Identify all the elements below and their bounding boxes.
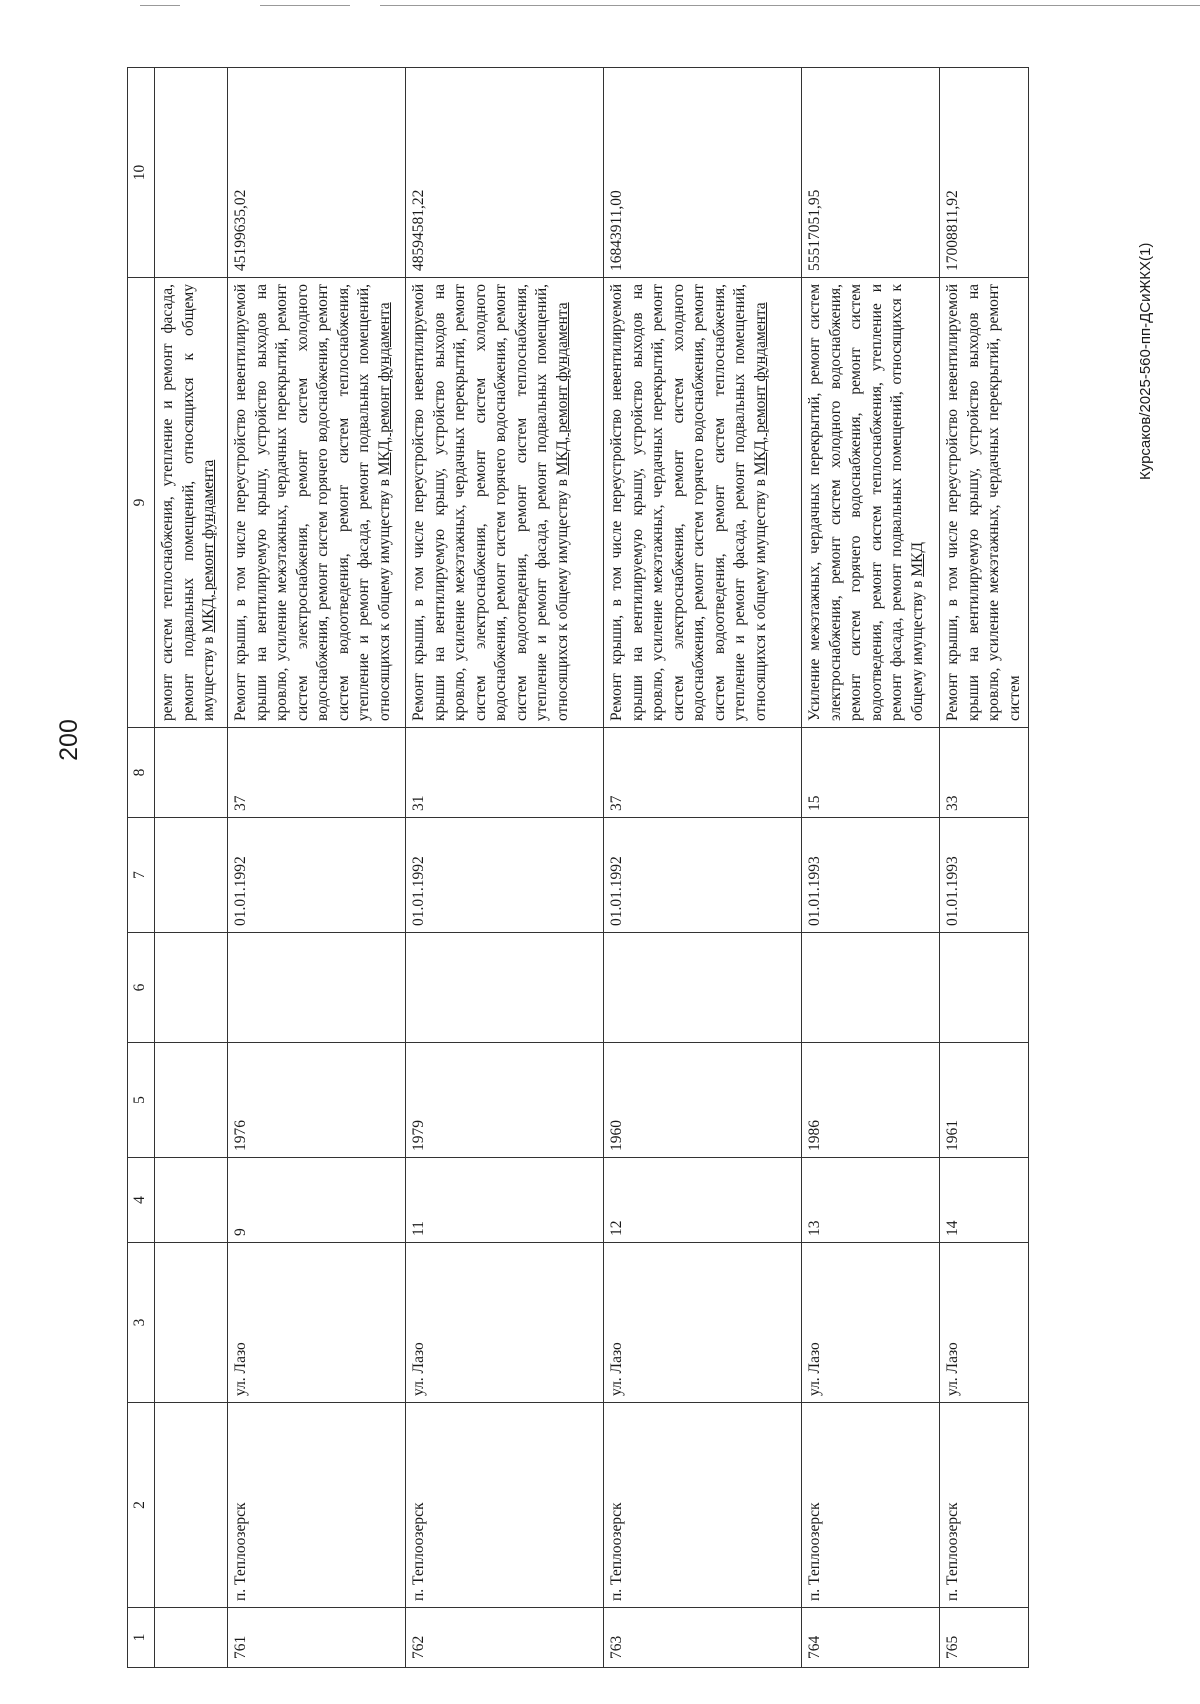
- row-number: 765: [940, 1608, 1029, 1668]
- date: 01.01.1993: [940, 818, 1029, 933]
- date: 01.01.1992: [406, 818, 604, 933]
- settlement: п. Теплоозерск: [802, 1403, 940, 1608]
- street: ул. Лазо: [406, 1243, 604, 1403]
- house-number: 11: [406, 1158, 604, 1243]
- house-number: 13: [802, 1158, 940, 1243]
- cost: 48594581,22: [406, 68, 604, 278]
- count: 31: [406, 728, 604, 818]
- table-row: [406, 68, 604, 1668]
- register-table: [127, 67, 1029, 1668]
- works-description: Усиление межэтажных, чердачных перекрытий, ремонт систем электроснабжения, ремонт систем холодного водоснабжения, ремонт систем горячего водоснабжения, ремонт систем водоотведения, ремонт систем теплоснабжения, утепление и ремонт фасада, ремонт подвальных помещений, относящихся к общему имуществу в МКД: [802, 278, 940, 728]
- table-row: [802, 68, 940, 1668]
- date: 01.01.1993: [802, 818, 940, 933]
- table-row: [228, 68, 406, 1668]
- settlement: п. Теплоозерск: [406, 1403, 604, 1608]
- cost: 45199635,02: [228, 68, 406, 278]
- table-row: [604, 68, 802, 1668]
- works-description: Ремонт крыши, в том числе переустройство невентилируемой крыши на вентилируемую крышу, устройство выходов на кровлю, усиление межэтажных, чердачных перекрытий, ремонт систем электроснабжения, ремонт систем холодного водоснабжения, ремонт систем горячего водоснабжения, ремонт систем водоотведения, ремонт систем теплоснабжения, утепление и ремонт фасада, ремонт подвальных помещений, относящихся к общему имуществу в МКД, ремонт фундамента: [228, 278, 406, 728]
- header-row: [128, 68, 155, 1668]
- document-code: Курсаков/2025-560-пп-ДСиЖКХ(1): [1137, 242, 1154, 480]
- works-description: Ремонт крыши, в том числе переустройство невентилируемой крыши на вентилируемую крышу, устройство выходов на кровлю, усиление межэтажных, чердачных перекрытий, ремонт систем электроснабжения, ремонт систем холодного водоснабжения, ремонт систем горячего водоснабжения, ремонт систем водоотведения, ремонт систем теплоснабжения, утепление и ремонт фасада, ремонт подвальных помещений, относящихся к общему имуществу в МКД, ремонт фундамента: [406, 278, 604, 728]
- year-built: 1961: [940, 1043, 1029, 1158]
- row-number: 762: [406, 1608, 604, 1668]
- col-header-5: 5: [128, 1043, 155, 1158]
- date: 01.01.1992: [228, 818, 406, 933]
- col-header-1: 1: [128, 1608, 155, 1668]
- works-description: Ремонт крыши, в том числе переустройство невентилируемой крыши на вентилируемую крышу, устройство выходов на кровлю, усиление межэтажных, чердачных перекрытий, ремонт систем: [940, 278, 1029, 728]
- house-number: 9: [228, 1158, 406, 1243]
- col-header-6: 6: [128, 933, 155, 1043]
- col6-value: [802, 933, 940, 1043]
- col-header-7: 7: [128, 818, 155, 933]
- cost: 17008811,92: [940, 68, 1029, 278]
- row-number: 763: [604, 1608, 802, 1668]
- col6-value: [940, 933, 1029, 1043]
- row-number: 764: [802, 1608, 940, 1668]
- col-header-10: 10: [128, 68, 155, 278]
- street: ул. Лазо: [604, 1243, 802, 1403]
- col6-value: [228, 933, 406, 1043]
- year-built: 1960: [604, 1043, 802, 1158]
- count: 37: [604, 728, 802, 818]
- year-built: 1976: [228, 1043, 406, 1158]
- house-number: 12: [604, 1158, 802, 1243]
- scan-rule-right: [380, 5, 1200, 6]
- street: ул. Лазо: [940, 1243, 1029, 1403]
- row-number: 761: [228, 1608, 406, 1668]
- register-table-rotated: [127, 68, 1047, 1668]
- col-header-3: 3: [128, 1243, 155, 1403]
- page-number: 200: [55, 719, 83, 761]
- count: 15: [802, 728, 940, 818]
- col6-value: [406, 933, 604, 1043]
- continuation-works: ремонт систем теплоснабжения, утепление и ремонт фасада, ремонт подвальных помещений, относящихся к общему имуществу в МКД, ремонт фундамента: [155, 278, 228, 728]
- settlement: п. Теплоозерск: [604, 1403, 802, 1608]
- settlement: п. Теплоозерск: [940, 1403, 1029, 1608]
- settlement: п. Теплоозерск: [228, 1403, 406, 1608]
- year-built: 1979: [406, 1043, 604, 1158]
- continuation-row: [155, 68, 228, 1668]
- street: ул. Лазо: [228, 1243, 406, 1403]
- col-header-2: 2: [128, 1403, 155, 1608]
- works-description: Ремонт крыши, в том числе переустройство невентилируемой крыши на вентилируемую крышу, устройство выходов на кровлю, усиление межэтажных, чердачных перекрытий, ремонт систем электроснабжения, ремонт систем холодного водоснабжения, ремонт систем горячего водоснабжения, ремонт систем водоотведения, ремонт систем теплоснабжения, утепление и ремонт фасада, ремонт подвальных помещений, относящихся к общему имуществу в МКД, ремонт фундамента: [604, 278, 802, 728]
- scan-rule-mid: [260, 5, 350, 6]
- house-number: 14: [940, 1158, 1029, 1243]
- scan-rule-left: [140, 5, 180, 6]
- cost: 16843911,00: [604, 68, 802, 278]
- date: 01.01.1992: [604, 818, 802, 933]
- cost: 55517051,95: [802, 68, 940, 278]
- count: 37: [228, 728, 406, 818]
- col-header-8: 8: [128, 728, 155, 818]
- col-header-4: 4: [128, 1158, 155, 1243]
- street: ул. Лазо: [802, 1243, 940, 1403]
- col6-value: [604, 933, 802, 1043]
- count: 33: [940, 728, 1029, 818]
- year-built: 1986: [802, 1043, 940, 1158]
- col-header-9: 9: [128, 278, 155, 728]
- table-row: [940, 68, 1029, 1668]
